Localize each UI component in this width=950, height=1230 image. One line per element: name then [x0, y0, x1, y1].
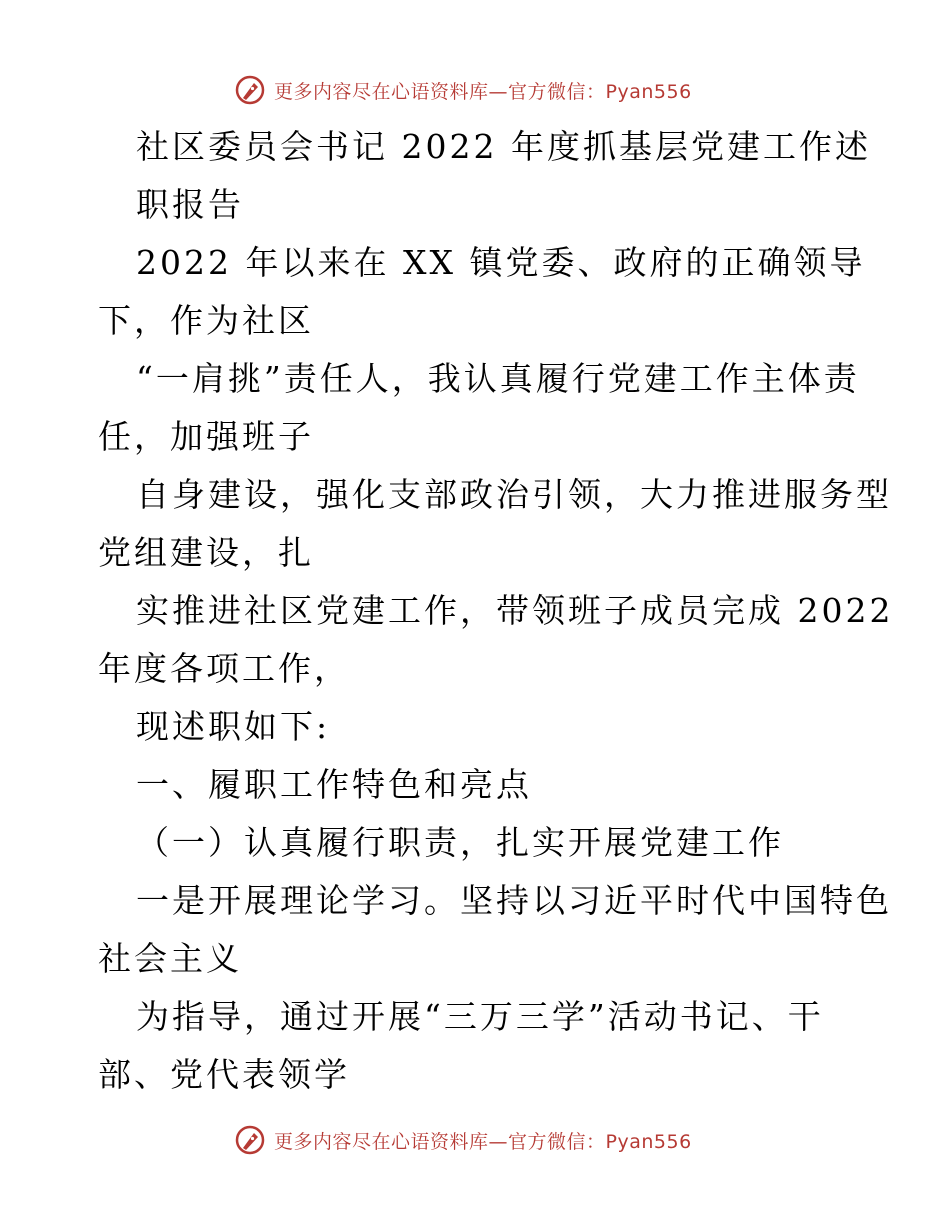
- title-line-2: 职报告: [136, 185, 244, 224]
- text-line: 任，加强班子: [98, 417, 314, 456]
- text-line: 为指导，通过开展“三万三学”活动书记、干: [136, 997, 824, 1036]
- section-heading: 一、履职工作特色和亮点: [136, 765, 532, 804]
- document-body: [98, 118, 894, 1104]
- title-line-1: 社区委员会书记 2022 年度抓基层党建工作述: [136, 127, 871, 166]
- text-line: 年度各项工作，: [98, 649, 350, 688]
- text-line: 现述职如下:: [136, 707, 331, 746]
- text-line: 自身建设，强化支部政治引领，大力推进服务型: [136, 475, 892, 514]
- footer-watermark-text: 更多内容尽在心语资料库—官方微信：Pyan556: [274, 1130, 692, 1153]
- header-watermark-banner: [234, 70, 692, 110]
- text-line: 2022 年以来在 XX 镇党委、政府的正确领导: [136, 243, 866, 282]
- text-line: 实推进社区党建工作，带领班子成员完成 2022: [136, 591, 894, 630]
- text-line: “一肩挑”责任人，我认真履行党建工作主体责: [136, 359, 860, 398]
- text-line: 下，作为社区: [98, 301, 314, 340]
- header-watermark-text: 更多内容尽在心语资料库—官方微信：Pyan556: [274, 80, 692, 103]
- text-line: 部、党代表领学: [98, 1055, 350, 1094]
- text-line: 社会主义: [98, 939, 242, 978]
- text-line: 一是开展理论学习。坚持以习近平时代中国特色: [136, 881, 892, 920]
- pen-nib-logo-icon: [234, 74, 266, 106]
- subsection-heading: （一）认真履行职责，扎实开展党建工作: [136, 823, 784, 862]
- text-line: 党组建设，扎: [98, 533, 314, 572]
- footer-watermark-banner: [234, 1120, 692, 1160]
- pen-nib-logo-icon: [234, 1124, 266, 1156]
